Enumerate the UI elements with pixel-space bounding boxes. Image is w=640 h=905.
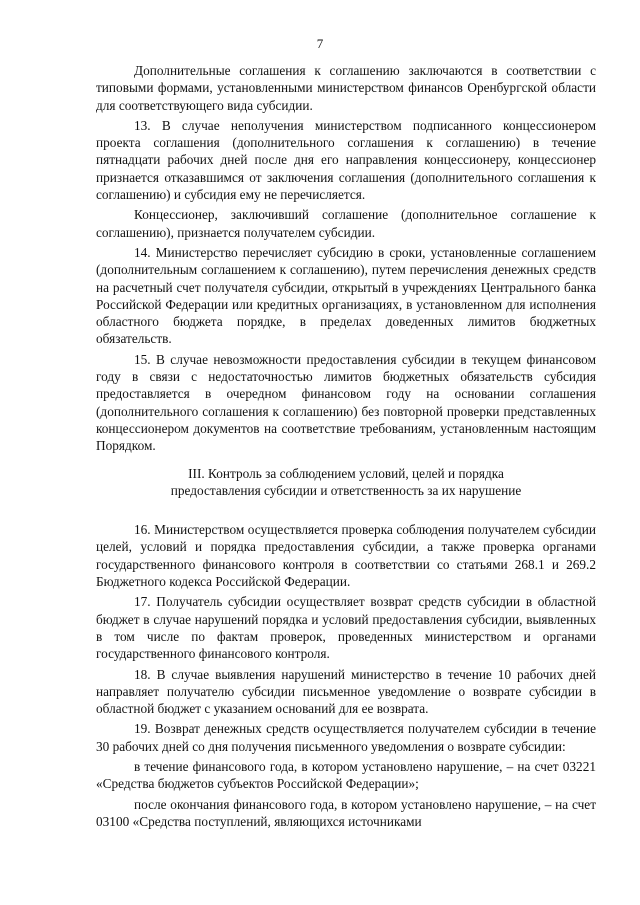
paragraph-18: 18. В случае выявления нарушений министерство в течение 10 рабочих дней направляет получателю субсидии письменное уведомление о возврате субсидии в областной бюджет с указанием оснований для ее возврата. xyxy=(96,666,596,717)
paragraph-14: 14. Министерство перечисляет субсидию в сроки, установленные соглашением (дополнительным соглашением к соглашению), путем перечисления денежных средств на расчетный счет получателя субсидии, открытый в учреждениях Центрального банка Российской Федерации или кредитных организациях, в установленном для исполнения областного бюджета порядке, в пределах доведенных лимитов бюджетных обязательств. xyxy=(96,244,596,347)
section-heading xyxy=(96,465,596,500)
paragraph-19: 19. Возврат денежных средств осуществляется получателем субсидии в течение 30 рабочих дней со дня получения письменного уведомления о возврате субсидии: xyxy=(96,721,596,754)
paragraph-15: 15. В случае невозможности предоставления субсидии в текущем финансовом году в связи с недостаточностью лимитов бюджетных обязательств субсидия предоставляется в очередном финансовом году на основании соглашения (дополнительного соглашения к соглашению) без повторной проверки представленных концессионером документов на соответствие требованиям, установленным настоящим Порядком. xyxy=(96,351,596,454)
paragraph-19-after-year: после окончания финансового года, в котором установлено нарушение, – на счет 03100 «Средства поступлений, являющихся источниками xyxy=(96,796,596,829)
paragraph-16: 16. Министерством осуществляется проверка соблюдения получателем субсидии целей, условий и порядка предоставления субсидии, а также проверка органами государственного финансового контроля в соответствии со статьями 268.1 и 269.2 Бюджетного кодекса Российской Федерации. xyxy=(96,522,596,590)
document-body xyxy=(96,62,596,830)
paragraph-17: 17. Получатель субсидии осуществляет возврат средств субсидии в областной бюджет в случае нарушений порядка и условий предоставления субсидии, выявленных в том числе по фактам проверок, проведенных министерством и органами государственного финансового контроля. xyxy=(96,594,596,662)
page-number: 7 xyxy=(316,36,324,51)
paragraph-19-during-year: в течение финансового года, в котором установлено нарушение, – на счет 03221 «Средства бюджетов субъектов Российской Федерации»; xyxy=(96,758,596,792)
section-heading-line-1: III. Контроль за соблюдением условий, целей и порядка xyxy=(188,465,504,481)
paragraph-additional-agreements: Дополнительные соглашения к соглашению заключаются в соответствии с типовыми формами, установленными министерством финансов Оренбургской области для соответствующего вида субсидии. xyxy=(96,63,596,113)
paragraph-13: 13. В случае неполучения министерством подписанного концессионером проекта соглашения (дополнительного соглашения к соглашению) в течение пятнадцати рабочих дней после дня его направления концессионеру, концессионер признается отказавшимся от заключения соглашения (дополнительного соглашения к соглашению) и субсидия ему не перечисляется. xyxy=(96,117,596,203)
paragraph-concessionaire-recipient: Концессионер, заключивший соглашение (дополнительное соглашение к соглашению), признается получателем субсидии. xyxy=(96,207,596,240)
section-heading-line-2: предоставления субсидии и ответственность за их нарушение xyxy=(170,482,522,498)
